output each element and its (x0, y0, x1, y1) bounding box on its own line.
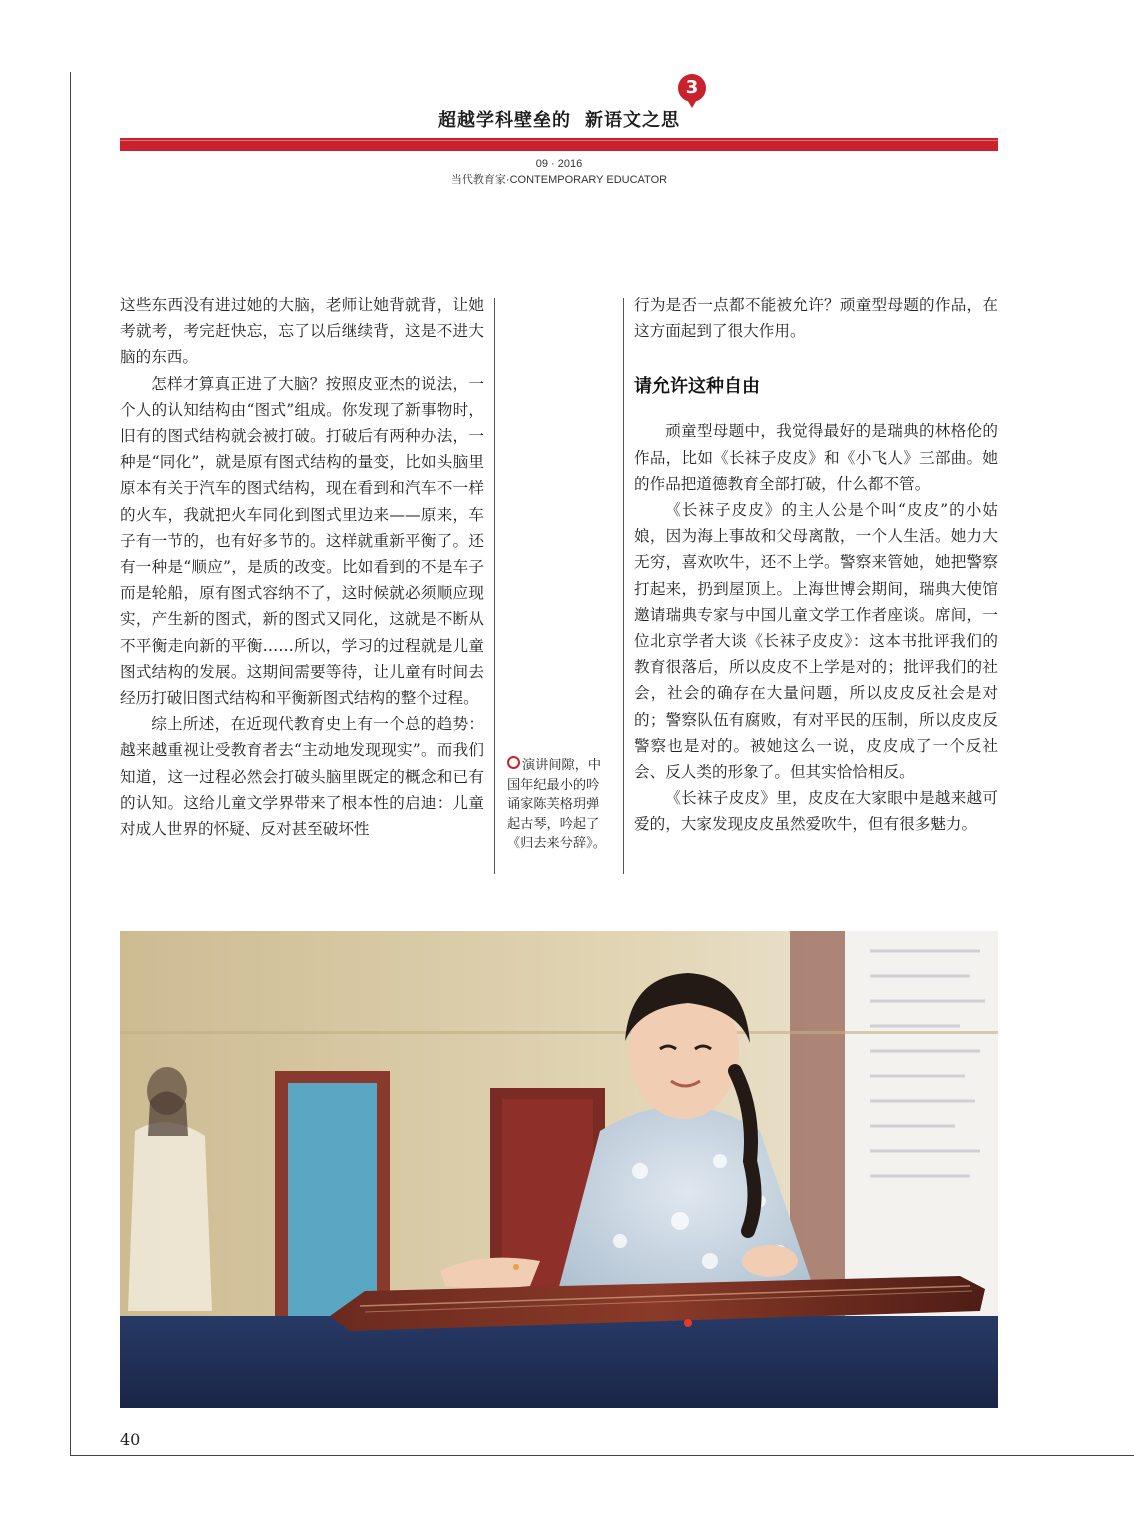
paragraph: 《长袜子皮皮》的主人公是个叫“皮皮”的小姑娘，因为海上事故和父母离散，一个人生活。她力大无穷，喜欢吹牛，还不上学。警察来管她，她把警察打起来，扔到屋顶上。上海世博会期间，瑞典大使馆邀请瑞典专家与中国儿童文学工作者座谈。席间，一位北京学者大谈《长袜子皮皮》：这本书批评我们的教育很落后，所以皮皮不上学是对的；批评我们的社会，社会的确存在大量问题，所以皮皮反社会是对的；警察队伍有腐败，有对平民的压制，所以皮皮反警察也是对的。被她这么一说，皮皮成了一个反社会、反人类的形象了。但其实恰恰相反。 (634, 501, 998, 782)
section-number-badge: 3 (678, 74, 706, 102)
paragraph: 《长袜子皮皮》里，皮皮在大家眼中是越来越可爱的，大家发现皮皮虽然爱吹牛，但有很多魅力。 (634, 789, 998, 834)
section-title-right: 新语文之思 (585, 110, 680, 131)
paragraph: 怎样才算真正进了大脑？按照皮亚杰的说法，一个人的认知结构由“图式”组成。你发现了新事物时，旧有的图式结构就会被打破。打破后有两种办法，一种是“同化”，就是原有图式结构的量变，比如头脑里原本有关于汽车的图式结构，现在看到和汽车不一样的火车，我就把火车同化到图式里边来——原来，车子有一节的，也有好多节的。这样就重新平衡了。还有一种是“顺应”，是质的改变。比如看到的不是车子而是轮船，原有图式容纳不了，这时候就必须顺应现实，产生新的图式，新的图式又同化，这就是不断从不平衡走向新的平衡……所以，学习的过程就是儿童图式结构的发展。这期间需要等待，让儿童有时间去经历打破旧图式结构和平衡新图式结构的整个过程。 (120, 374, 484, 708)
column-divider-right (623, 298, 624, 874)
magazine-name: 当代教育家·CONTEMPORARY EDUCATOR (450, 174, 668, 186)
caption-circle-icon (507, 756, 520, 769)
subheading: 请允许这种自由 (634, 376, 760, 398)
header-red-bar (120, 138, 998, 151)
paragraph: 行为是否一点都不能被允许？顽童型母题的作品，在这方面起到了很大作用。 (634, 296, 998, 341)
section-title-left: 超越学科壁垒的 (438, 110, 571, 131)
right-column (634, 292, 998, 838)
section-title (120, 106, 998, 132)
paragraph: 顽童型母题中，我觉得最好的是瑞典的林格伦的作品，比如《长袜子皮皮》和《小飞人》三部曲。她的作品把道德教育全部打破，什么都不管。 (634, 422, 998, 493)
column-divider-left (494, 298, 495, 874)
left-column (120, 292, 484, 842)
paragraph: 这些东西没有进过她的大脑，老师让她背就背，让她考就考，考完赶快忘，忘了以后继续背，这是不进大脑的东西。 (120, 296, 484, 367)
section-header (120, 70, 998, 152)
margin-rule-vertical (70, 72, 71, 1456)
page-number: 40 (120, 1430, 141, 1449)
issue-date: 09 · 2016 (535, 158, 583, 170)
paragraph: 综上所述，在近现代教育史上有一个总的趋势：越来越重视让受教育者去“主动地发现现实”。而我们知道，这一过程必然会打破头脑里既定的概念和已有的认知。这给儿童文学界带来了根本性的启迪：儿童对成人世界的怀疑、反对甚至破坏性 (120, 715, 484, 839)
photo-girl-playing-guqin (120, 931, 998, 1408)
margin-rule-horizontal (70, 1455, 1134, 1456)
caption-text: 演讲间隙，中国年纪最小的吟诵家陈芙格玥弹起古琴，吟起了《归去来兮辞》。 (507, 758, 606, 852)
photo-caption (507, 756, 611, 854)
